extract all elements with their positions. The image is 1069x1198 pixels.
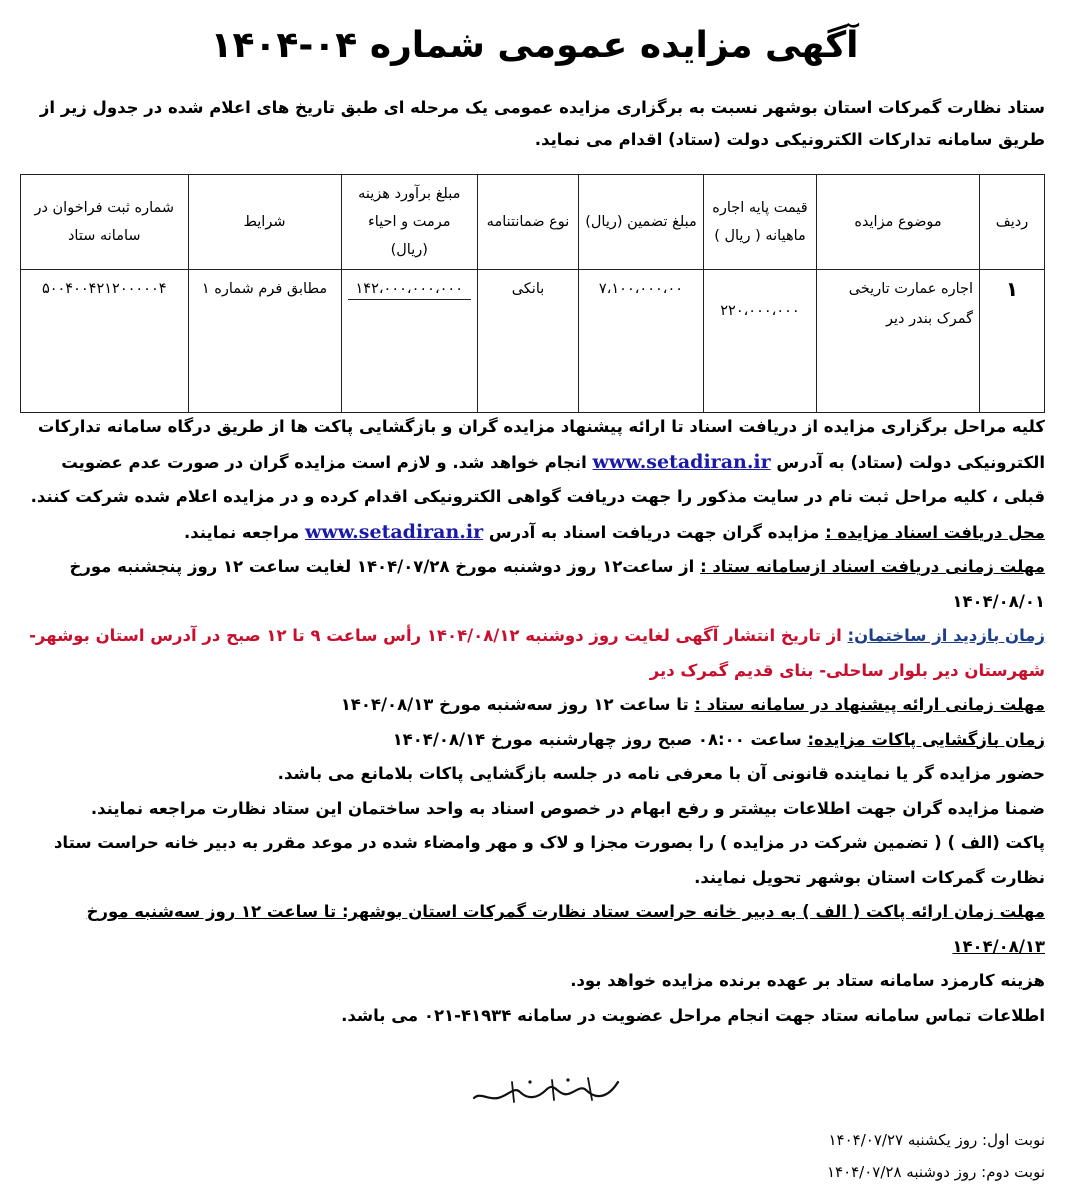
packet-deadline-line bbox=[20, 895, 1045, 964]
offer-deadline-label: مهلت زمانی ارائه پیشنهاد در سامانه ستاد : bbox=[694, 695, 1045, 714]
process-text-after: انجام خواهد شد. و لازم است مزایده گران در صورت عدم عضویت قبلی ، کلیه مراحل ثبت نام در سایت مذکور را جهت دریافت گواهی الکترونیکی اقدام کرده و در مزایده اعلام شده شرکت کنند. bbox=[30, 452, 1045, 506]
auction-table bbox=[20, 174, 1045, 413]
presence-line: حضور مزایده گر یا نماینده قانونی آن با معرفی نامه در جلسه بازگشایی پاکات بلامانع می باشد. bbox=[277, 764, 1045, 783]
header-base-price: قیمت پایه اجاره ماهیانه ( ریال ) bbox=[704, 175, 817, 270]
cell-repair-cost bbox=[341, 270, 478, 413]
header-reg-number: شماره ثبت فراخوان در سامانه ستاد bbox=[21, 175, 189, 270]
cell-guarantee-type: بانکی bbox=[478, 270, 579, 413]
header-guarantee: مبلغ تضمین (ریال) bbox=[579, 175, 704, 270]
docs-deadline-line bbox=[20, 550, 1045, 619]
header-repair-cost: مبلغ برآورد هزینه مرمت و احیاء (ریال) bbox=[341, 175, 478, 270]
packet-line: پاکت (الف ) ( تضمین شرکت در مزایده ) را بصورت مجزا و لاک و مهر وامضاء شده در موعد مقرر به دبیر خانه حراست ستاد نظارت گمرکات استان بوشهر تحویل نمایند. bbox=[53, 833, 1045, 887]
docs-place-line bbox=[20, 515, 1045, 551]
setadiran-link[interactable]: www.setadiran.ir bbox=[592, 450, 771, 473]
header-subject: موضوع مزایده bbox=[817, 175, 980, 270]
cell-guarantee: ۷،۱۰۰،۰۰۰،۰۰ bbox=[579, 270, 704, 413]
docs-deadline-label: مهلت زمانی دریافت اسناد ازسامانه ستاد : bbox=[700, 557, 1045, 576]
process-text-before: کلیه مراحل برگزاری مزایده از دریافت اسناد تا ارائه پیشنهاد مزایده گران و بازگشایی پاکت ها از طریق درگاه سامانه تدارکات الکترونیکی دولت (ستاد) به آدرس bbox=[37, 417, 1045, 472]
opening-text: ساعت ۰۸:۰۰ صبح روز چهارشنبه مورخ ۱۴۰۴/۰۸/۱۴ bbox=[392, 729, 802, 749]
table-header-row bbox=[21, 175, 1045, 270]
header-row-number: ردیف bbox=[980, 175, 1045, 270]
repair-cost-value: ۱۴۲،۰۰۰،۰۰۰،۰۰۰ bbox=[348, 281, 472, 300]
contact-line: اطلاعات تماس سامانه ستاد جهت انجام مراحل عضویت در سامانه ۴۱۹۳۴-۰۲۱ می باشد. bbox=[341, 1005, 1045, 1025]
packet-deadline-text: تا ساعت ۱۲ روز سه‌شنبه مورخ ۱۴۰۴/۰۸/۱۳ bbox=[86, 902, 1045, 956]
fee-line: هزینه کارمزد سامانه ستاد بر عهده برنده مزایده خواهد بود. bbox=[570, 971, 1045, 990]
packet-deadline-label: مهلت زمان ارائه پاکت ( الف ) به دبیر خانه حراست ستاد نظارت گمرکات استان بوشهر: bbox=[341, 902, 1045, 921]
offer-deadline-text: تا ساعت ۱۲ روز سه‌شنبه مورخ ۱۴۰۴/۰۸/۱۳ bbox=[340, 695, 689, 714]
publication-dates bbox=[827, 1124, 1045, 1188]
offer-deadline-line bbox=[20, 688, 1045, 723]
intro-paragraph: ستاد نظارت گمرکات استان بوشهر نسبت به برگزاری مزایده عمومی یک مرحله ای طبق تاریخ های اعلام شده در جدول زیر از طریق سامانه تدارکات الکترونیکی دولت (ستاد) اقدام می نماید. bbox=[39, 98, 1045, 149]
header-guarantee-type: نوع ضمانتنامه bbox=[478, 175, 579, 270]
visit-line bbox=[20, 619, 1045, 688]
cell-conditions: مطابق فرم شماره ۱ bbox=[188, 270, 341, 413]
docs-deadline-text: از ساعت۱۲ روز دوشنبه مورخ ۱۴۰۴/۰۷/۲۸ لغایت ساعت ۱۲ روز پنجشنبه مورخ ۱۴۰۴/۰۸/۰۱ bbox=[69, 557, 1045, 611]
signature-image bbox=[468, 1070, 628, 1110]
cell-row-number: ۱ bbox=[980, 270, 1045, 413]
opening-label: زمان بازگشایی پاکات مزایده: bbox=[807, 729, 1045, 749]
visit-label: زمان بازدید از ساختمان: bbox=[847, 626, 1045, 645]
notice-body bbox=[20, 410, 1045, 1033]
table-row bbox=[21, 270, 1045, 413]
visit-text: از تاریخ انتشار آگهی لغایت روز دوشنبه ۱۴۰۴/۰۸/۱۲ رأس ساعت ۹ تا ۱۲ صبح در آدرس استان بوشهر- شهرستان دیر بلوار ساحلی- بنای قدیم گمرک دیر bbox=[29, 626, 1045, 680]
header-conditions: شرایط bbox=[188, 175, 341, 270]
nobat-second: نوبت دوم: روز دوشنبه ۱۴۰۴/۰۷/۲۸ bbox=[826, 1163, 1045, 1181]
docs-place-after: مراجعه نمایند. bbox=[183, 522, 300, 542]
cell-subject: اجاره عمارت تاریخی گمرک بندر دیر bbox=[817, 270, 980, 413]
process-paragraph bbox=[20, 410, 1045, 515]
docs-place-before: مزایده گران جهت دریافت اسناد به آدرس bbox=[488, 522, 820, 542]
page-title: آگهی مزایده عمومی شماره ۰۴-۱۴۰۴ bbox=[210, 25, 859, 66]
cell-base-price: ۲۲۰،۰۰۰،۰۰۰ bbox=[704, 270, 817, 413]
docs-place-label: محل دریافت اسناد مزایده : bbox=[825, 522, 1045, 542]
info-line: ضمنا مزایده گران جهت اطلاعات بیشتر و رفع ابهام در خصوص اسناد به واحد ساختمان این ستاد نظارت مراجعه نمایند. bbox=[90, 798, 1045, 818]
cell-reg-number: ۵۰۰۴۰۰۴۲۱۲۰۰۰۰۰۴ bbox=[21, 270, 189, 413]
setadiran-link-2[interactable]: www.setadiran.ir bbox=[305, 520, 484, 543]
opening-line bbox=[20, 723, 1045, 758]
nobat-first: نوبت اول: روز یکشنبه ۱۴۰۴/۰۷/۲۷ bbox=[828, 1131, 1045, 1149]
